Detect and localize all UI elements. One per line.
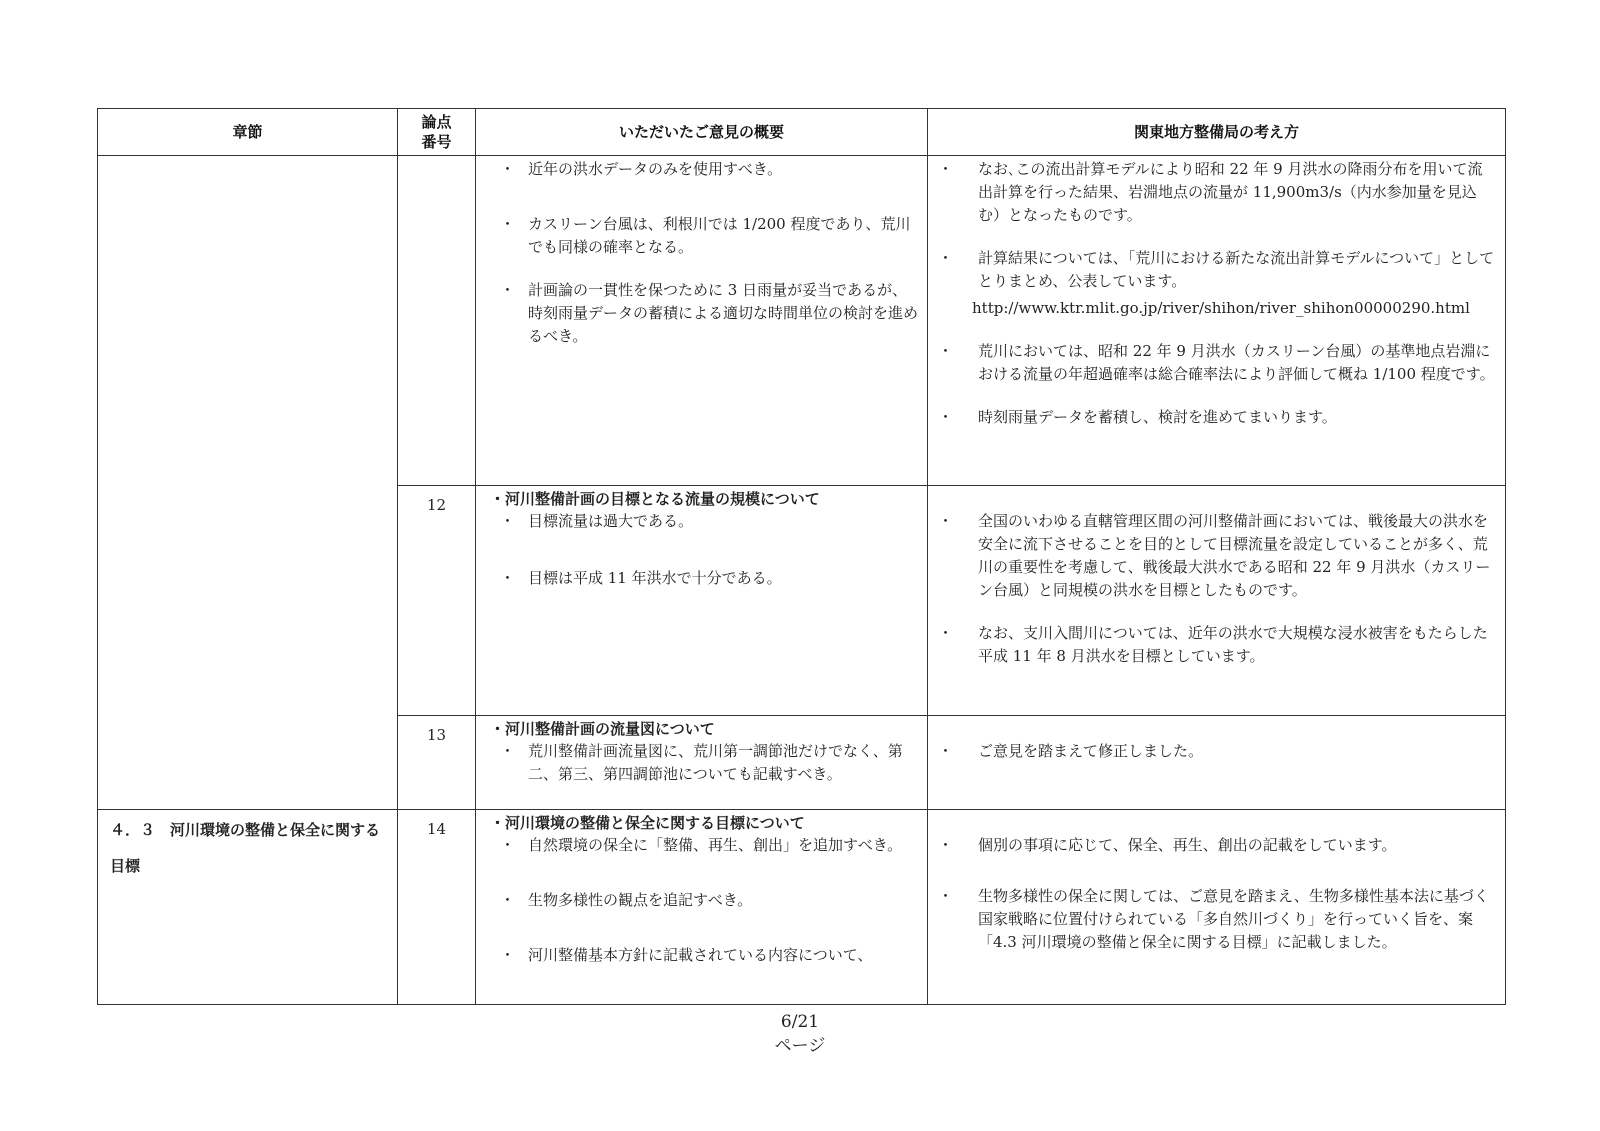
- opinion-heading: ・河川環境の整備と保全に関する目標について: [490, 814, 805, 832]
- table-header-row: [98, 109, 1506, 156]
- opinion-item: ・ 河川整備基本方針に記載されている内容について、: [476, 944, 927, 967]
- header-number: 論点 番号: [398, 109, 476, 156]
- page-footer: [0, 1010, 1600, 1058]
- number-cell: 13: [398, 716, 476, 810]
- opinion-heading: ・河川整備計画の目標となる流量の規模について: [490, 490, 820, 508]
- response-cell: [928, 486, 1506, 716]
- response-item: ・ 生物多様性の保全に関しては、ご意見を踏まえ、生物多様性基本法に基づく国家戦略に位置付けられている「多自然川づくり」を行っていく旨を、案「4.3 河川環境の整備と保全に関する目標」に記載しました。: [928, 885, 1505, 954]
- header-summary: いただいたご意見の概要: [476, 109, 928, 156]
- opinion-cell: [476, 810, 928, 1005]
- response-item: ・ ご意見を踏まえて修正しました。: [928, 740, 1505, 763]
- reference-url: http://www.ktr.mlit.go.jp/river/shihon/river_shihon00000290.html: [972, 299, 1470, 317]
- number-cell: [398, 156, 476, 486]
- opinion-item: ・ カスリーン台風は、利根川では 1/200 程度であり、荒川でも同様の確率となる。: [476, 213, 927, 259]
- response-item: ・ 全国のいわゆる直轄管理区間の河川整備計画においては、戦後最大の洪水を安全に流下させることを目的として目標流量を設定していることが多く、荒川の重要性を考慮して、戦後最大洪水である昭和 22 年 9 月洪水（カスリーン台風）と同規模の洪水を目標としたものです。: [928, 510, 1505, 602]
- opinion-item: ・ 目標流量は過大である。: [476, 510, 927, 533]
- chapter-cell: [98, 156, 398, 810]
- opinion-item: ・ 目標は平成 11 年洪水で十分である。: [476, 567, 927, 590]
- opinion-item: ・ 荒川整備計画流量図に、荒川第一調節池だけでなく、第二、第三、第四調節池についても記載すべき。: [476, 740, 927, 786]
- opinion-heading: ・河川整備計画の流量図について: [490, 720, 715, 738]
- opinion-item: ・ 自然環境の保全に「整備、再生、創出」を追加すべき。: [476, 834, 927, 857]
- page-label: ページ: [774, 1036, 826, 1056]
- opinion-table: [97, 108, 1506, 1005]
- page-number: 6/21: [780, 1012, 820, 1032]
- opinion-item: ・ 近年の洪水データのみを使用すべき。: [476, 158, 927, 181]
- response-item: ・ なお､この流出計算モデルにより昭和 22 年 9 月洪水の降雨分布を用いて流出計算を行った結果、岩淵地点の流量が 11,900m3/s（内水参加量を見込む）となったものです。: [928, 158, 1505, 227]
- opinion-item: ・ 計画論の一貫性を保つために 3 日雨量が妥当であるが、時刻雨量データの蓄積による適切な時間単位の検討を進めるべき。: [476, 279, 927, 348]
- response-item: ・ 時刻雨量データを蓄積し、検討を進めてまいります。: [928, 406, 1505, 429]
- header-chapter: 章節: [98, 109, 398, 156]
- response-item: ・ 計算結果については、「荒川における新たな流出計算モデルについて」としてとりまとめ、公表しています。: [928, 247, 1505, 293]
- chapter-cell: ４．３ 河川環境の整備と保全に関する目標: [98, 810, 398, 1005]
- response-item: ・ 個別の事項に応じて、保全、再生、創出の記載をしています。: [928, 834, 1505, 857]
- header-response: 関東地方整備局の考え方: [928, 109, 1506, 156]
- number-cell: 14: [398, 810, 476, 1005]
- response-cell: [928, 810, 1506, 1005]
- response-cell: [928, 156, 1506, 486]
- opinion-item: ・ 生物多様性の観点を追記すべき。: [476, 889, 927, 912]
- response-item: ・ なお、支川入間川については、近年の洪水で大規模な浸水被害をもたらした平成 11 年 8 月洪水を目標としています。: [928, 622, 1505, 668]
- table-row: [98, 156, 1506, 486]
- opinion-cell: [476, 156, 928, 486]
- response-cell: [928, 716, 1506, 810]
- opinion-cell: [476, 486, 928, 716]
- table-row: [98, 810, 1506, 1005]
- opinion-cell: [476, 716, 928, 810]
- response-item: ・ 荒川においては、昭和 22 年 9 月洪水（カスリーン台風）の基準地点岩淵における流量の年超過確率は総合確率法により評価して概ね 1/100 程度です。: [928, 340, 1505, 386]
- number-cell: 12: [398, 486, 476, 716]
